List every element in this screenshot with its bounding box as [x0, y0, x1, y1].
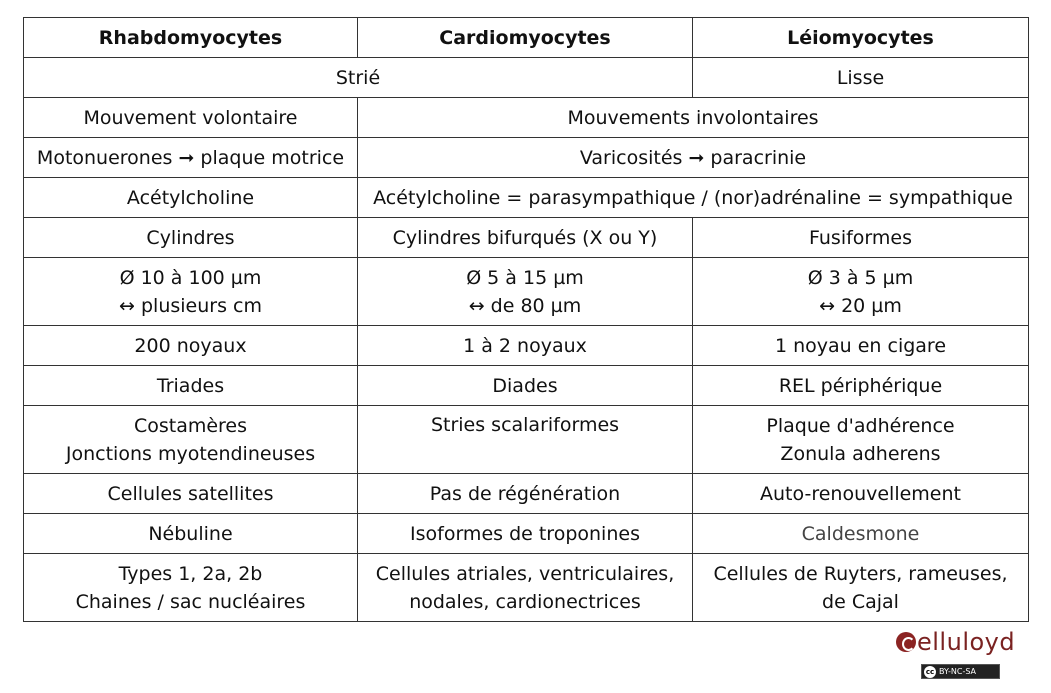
- table-row: [24, 366, 1029, 406]
- logo-text: elluloyd: [917, 628, 1016, 656]
- table-row: [24, 138, 1029, 178]
- cell: Mouvement volontaire: [24, 98, 358, 138]
- cell: Pas de régénération: [358, 474, 693, 514]
- cell: [24, 258, 358, 326]
- cell-line: Cellules atriales, ventriculaires,: [375, 562, 675, 585]
- cell-line: Types 1, 2a, 2b: [118, 562, 263, 585]
- table-row: [24, 58, 1029, 98]
- table-row: [24, 514, 1029, 554]
- cell: Cylindres bifurqués (X ou Y): [358, 218, 693, 258]
- table-row: [24, 218, 1029, 258]
- cell: Acétylcholine = parasympathique / (nor)adrénaline = sympathique: [358, 178, 1029, 218]
- cell: 1 noyau en cigare: [693, 326, 1029, 366]
- cc-icon: cc: [925, 667, 935, 676]
- cell-line: Ø 3 à 5 µm: [807, 266, 914, 289]
- cell-line: ↔ plusieurs cm: [119, 294, 262, 317]
- cell-line: Zonula adherens: [780, 442, 941, 465]
- cell: [693, 406, 1029, 474]
- header-leiomyocytes: Léiomyocytes: [693, 18, 1029, 58]
- cell: [358, 406, 693, 474]
- cell: Mouvements involontaires: [358, 98, 1029, 138]
- table-row: [24, 554, 1029, 622]
- cell: Caldesmone: [693, 514, 1029, 554]
- header-row: [24, 18, 1029, 58]
- cell: Acétylcholine: [24, 178, 358, 218]
- cell-striated: Strié: [24, 58, 693, 98]
- cell-line: de Cajal: [822, 590, 899, 613]
- table-row: [24, 258, 1029, 326]
- cell: [358, 258, 693, 326]
- cell-smooth: Lisse: [693, 58, 1029, 98]
- cell: Auto-renouvellement: [693, 474, 1029, 514]
- cell: [24, 554, 358, 622]
- cell-line: Ø 5 à 15 µm: [466, 266, 584, 289]
- cell: Triades: [24, 366, 358, 406]
- cell: 200 noyaux: [24, 326, 358, 366]
- cell-line: ↔ 20 µm: [819, 294, 902, 317]
- cell: Diades: [358, 366, 693, 406]
- table-row: [24, 178, 1029, 218]
- cell: REL périphérique: [693, 366, 1029, 406]
- cell: Motonuerones ➞ plaque motrice: [24, 138, 358, 178]
- cell: Cylindres: [24, 218, 358, 258]
- cell-line: Cellules de Ruyters, rameuses,: [713, 562, 1008, 585]
- logo-c-icon: [896, 632, 916, 652]
- cell-line: Plaque d'adhérence: [766, 414, 955, 437]
- cell-line: Ø 10 à 100 µm: [119, 266, 262, 289]
- cell-line: Costamères: [133, 414, 248, 437]
- muscle-cells-comparison-table: [23, 17, 1029, 622]
- cell: [358, 554, 693, 622]
- cell-line: Chaines / sac nucléaires: [75, 590, 306, 613]
- license-text: BY-NC-SA: [939, 667, 977, 676]
- table-row: [24, 406, 1029, 474]
- cell: 1 à 2 noyaux: [358, 326, 693, 366]
- cell-line: Jonctions myotendineuses: [65, 442, 316, 465]
- header-cardiomyocytes: Cardiomyocytes: [358, 18, 693, 58]
- table-row: [24, 98, 1029, 138]
- cell: [24, 406, 358, 474]
- cell: Isoformes de troponines: [358, 514, 693, 554]
- cell-line: nodales, cardionectrices: [409, 590, 641, 613]
- header-rhabdomyocytes: Rhabdomyocytes: [24, 18, 358, 58]
- cell-line: ↔ de 80 µm: [468, 294, 582, 317]
- table-row: [24, 326, 1029, 366]
- cell-line: Stries scalariformes: [430, 414, 620, 436]
- cc-license-badge[interactable]: [921, 664, 1000, 679]
- cell: Nébuline: [24, 514, 358, 554]
- cell: Varicosités ➞ paracrinie: [358, 138, 1029, 178]
- celluloyd-logo: [896, 628, 1026, 658]
- cell: [693, 258, 1029, 326]
- cell: [693, 554, 1029, 622]
- cell: Fusiformes: [693, 218, 1029, 258]
- cell: Cellules satellites: [24, 474, 358, 514]
- table-row: [24, 474, 1029, 514]
